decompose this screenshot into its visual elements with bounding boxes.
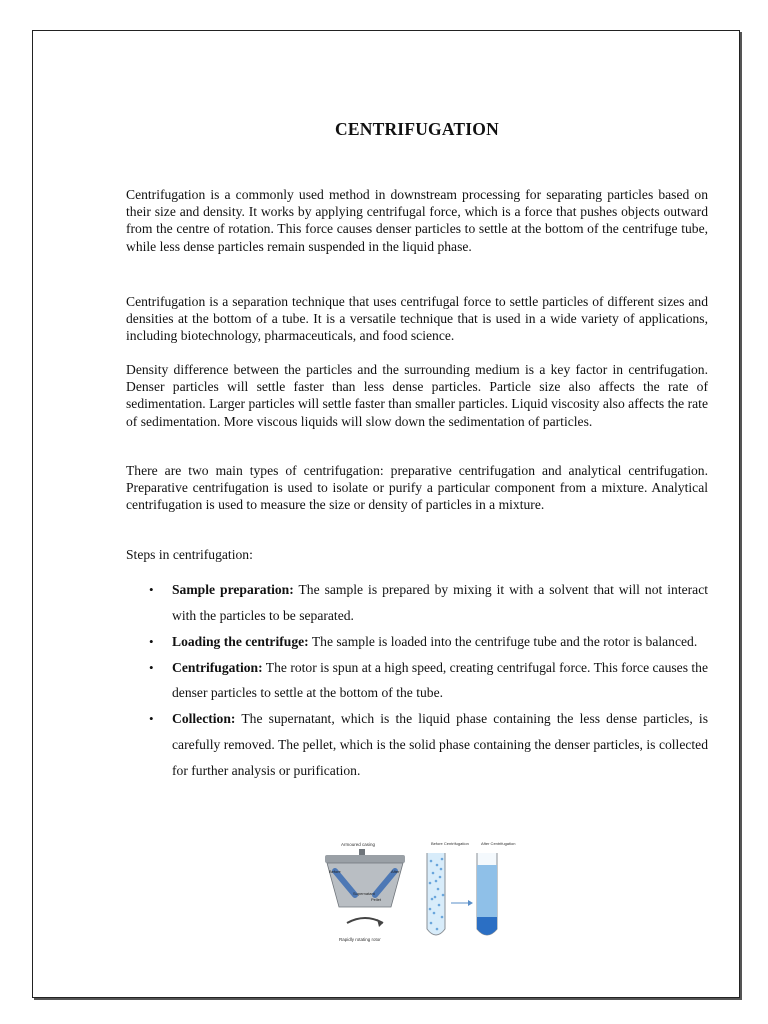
supernatant-tag: Supernatant — [353, 891, 375, 896]
after-tube-label: After Centrifugation — [481, 841, 516, 846]
bullet-icon: • — [149, 582, 154, 597]
rotor-label: Rapidly rotating rotor — [339, 937, 381, 942]
paragraph-technique: Centrifugation is a separation technique that uses centrifugal force to settle particles of different sizes and densities at the bottom of a tube. It is a versatile technique that is used in a wide variety of applications, including biotechnology, pharmaceuticals, and food science. — [126, 294, 708, 344]
casing-label: Armoured casing — [341, 842, 376, 847]
before-tag: Before — [329, 869, 341, 874]
list-item — [126, 629, 708, 655]
after-tag: After — [391, 869, 400, 874]
page-title: CENTRIFUGATION — [335, 119, 499, 139]
paragraph-intro: Centrifugation is a commonly used method in downstream processing for separating particles based on their size and density. It works by applying centrifugal force, which is a force that pushes objects outward from the centre of rotation. This force causes denser particles to settle at the bottom of the centrifuge tube, while less dense particles remain suspended in the liquid phase. — [126, 187, 708, 254]
before-tube-label: Before Centrifugation — [431, 841, 469, 846]
step-text: The sample is loaded into the centrifuge tube and the rotor is balanced. — [308, 633, 698, 649]
page-frame — [32, 30, 740, 998]
centrifuge-figure — [311, 837, 525, 947]
step-term: Centrifugation: — [172, 659, 263, 675]
step-text: The sample is prepared by mixing it with a solvent that will not interact with the particles to be separated. — [172, 582, 709, 623]
list-item — [126, 577, 708, 628]
rotor-lid — [325, 855, 405, 863]
step-term: Collection: — [172, 711, 236, 727]
process-arrow-head — [468, 900, 473, 906]
steps-list — [126, 577, 708, 784]
bullet-icon: • — [149, 659, 154, 675]
list-item — [126, 706, 708, 783]
step-text: The rotor is spun at a high speed, creating centrifugal force. This force causes the denser particles to settle at the bottom of the tube. — [172, 659, 708, 701]
supernatant-layer — [477, 865, 497, 917]
steps-heading: Steps in centrifugation: — [126, 547, 253, 562]
list-item — [126, 655, 708, 706]
paragraph-factors: Density difference between the particles and the surrounding medium is a key factor in centrifugation. Denser particles will settle faster than less dense particles. Particle size also affects the rate of sedimentation. Larger particles will settle faster than smaller particles. Liquid viscosity also affects the rate of sedimentation. More viscous liquids will slow down the sedimentation of particles. — [126, 362, 708, 429]
step-text: The supernatant, which is the liquid phase containing the less dense particles, is carefully removed. The pellet, which is the solid phase containing the denser particles, is collected for further analysis or purification. — [172, 711, 708, 778]
bullet-icon: • — [149, 633, 154, 649]
step-term: Sample preparation: — [172, 582, 294, 597]
rotor-shaft — [359, 849, 365, 855]
paragraph-types: There are two main types of centrifugation: preparative centrifugation and analytical centrifugation. Preparative centrifugation is used to isolate or purify a particular component from a mixture. Analytical centrifugation is used to measure the size or density of particles in a mixture. — [126, 463, 708, 513]
step-term: Loading the centrifuge: — [172, 633, 309, 649]
bullet-icon: • — [149, 711, 154, 727]
rotation-arrow-head — [377, 919, 383, 927]
pellet-tag: Pellet — [371, 897, 382, 902]
